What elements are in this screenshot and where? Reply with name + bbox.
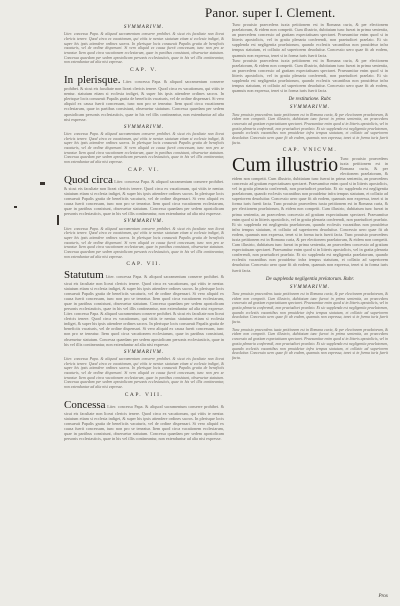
body-text: Tunc prouisio praecedens iuxta petitionem est in Romana curia, & per electionem praelatorum, & eidem non competit. Cum illustrio, dubitatum tunc fuerat in prima sententia, an praecedens concessio ad gratiam expectatiuam spectaret. Praesumitur enim quod si in litteris apostolicis, vel in gratia plenaria conferendi, non praeiudicet praelato. Et sic supplenda est negligentia praelatorum, quando ecclesiis vacantibus non prouidetur infra tempus statutum, et collatio ad superiorem deuoluitur. Concessio uero quae fit ab eodem, quamuis non expressa, tenet si in forma iuris fuerit facta. <box>232 57 388 94</box>
summary-text: Liter. concessa Papa. & aliquod sacramentum conserre prohibet. & sicut eis facultate non liceat clericis tenere. Quod circa ex vacationum, qui vitiis te nentur. statutum etiam si ecclesia indiget, & super his ipsis attendere ordines sacros. In plerisque locis consueuit Papalis gratia de beneficiis vacaturis, vel de ordine dispensari. Si vero aliquid ex causa fuerit concessum, tunc non pro se teneatur. Item quod circa vacationem ecclesiarum, quae in partibus consistunt, obseruetur statutum. Concessa quaedam per sedem apostolicam personis ecclesiasticis, quae in his vel illis contineantur, non extenduntur ad alia nisi expresse. <box>64 32 224 65</box>
lead-word: Cum illustrio <box>232 153 339 176</box>
lead-word: Concessa <box>64 398 106 411</box>
lead-word: In plerisque. <box>64 74 121 87</box>
summary-heading: SVMMARIVM. <box>123 25 165 30</box>
chapter-body <box>64 400 224 442</box>
page-catchword: Prox <box>378 594 388 599</box>
summary-text: Liter. concessa Papa. & aliquod sacramentum conserre prohibet. & sicut eis facultate non liceat clericis tenere. Quod circa ex vacationum, qui vitiis te nentur. statutum etiam si ecclesia indiget, & super his ipsis attendere ordines sacros. In plerisque locis consueuit Papalis gratia de beneficiis vacaturis, vel de ordine dispensari. Si vero aliquid ex causa fuerit concessum, tunc non pro se teneatur. Item quod circa vacationem ecclesiarum, quae in partibus consistunt, obseruetur statutum. Concessa quaedam per sedem apostolicam personis ecclesiasticis, quae in his vel illis contineantur, non extenduntur ad alia nisi expresse. <box>64 356 224 390</box>
body-text: Liter. concessa Papa. & aliquod sacramentum conserre prohibet. & sicut eis facultate non liceat clericis tenere. Quod circa ex vacationum, qui vitiis te nentur. statutum etiam si ecclesia indiget, & super his ipsis attendere ordines sacros. In plerisque locis consueuit Papalis gratia de beneficiis vacaturis, vel de ordine dispensari. Si vero aliquid ex causa fuerit concessum, tunc non pro se teneatur. Item quod circa vacationem ecclesiarum, quae in partibus consistunt, obseruetur statutum. Concessa quaedam per sedem apostolicam personis ecclesiasticis, quae in his vel illis contineantur, non extenduntur ad alia nisi expresse. <box>64 178 224 217</box>
body-text: Tunc prouisio praecedens iuxta petitionem est in Romana curia, & per electionem praelatorum, & eidem non competit. Cum illustrio, dubitatum tunc fuerat in prima sententia, an praecedens concessio ad gratiam expectatiuam spectaret. Praesumitur enim quod si in litteris apostolicis, vel in gratia plenaria conferendi, non praeiudicet praelato. Et sic supplenda est negligentia praelatorum, quando ecclesiis vacantibus non prouidetur infra tempus statutum, et collatio ad superiorem deuoluitur. Concessio uero quae fit ab eodem, quamuis non expressa, tenet si in forma iuris fuerit facta. <box>232 201 388 237</box>
chapter-body <box>64 75 224 122</box>
chapter-body <box>232 153 388 273</box>
body-text: Tunc prouisio praecedens iuxta petitionem est in Romana curia, & per electionem praelatorum, & eidem non competit. Cum illustrio, dubitatum tunc fuerat in prima sententia, an praecedens concessio ad gratiam expectatiuam spectaret. Praesumitur enim quod si in litteris apostolicis, vel in gratia plenaria conferendi, non praeiudicet praelato. Et sic supplenda est negligentia praelatorum, quando ecclesiis vacantibus non prouidetur infra tempus statutum, et collatio ad superiorem deuoluitur. Concessio uero quae fit ab eodem, quamuis non expressa, tenet si in forma iuris fuerit facta. <box>232 231 388 273</box>
summary-text: Liter. concessa Papa. & aliquod sacramentum conserre prohibet. & sicut eis facultate non liceat clericis tenere. Quod circa ex vacationum, qui vitiis te nentur. statutum etiam si ecclesia indiget, & super his ipsis attendere ordines sacros. In plerisque locis consueuit Papalis gratia de beneficiis vacaturis, vel de ordine dispensari. Si vero aliquid ex causa fuerit concessum, tunc non pro se teneatur. Item quod circa vacationem ecclesiarum, quae in partibus consistunt, obseruetur statutum. Concessa quaedam per sedem apostolicam personis ecclesiasticis, quae in his vel illis contineantur, non extenduntur ad alia nisi expresse. <box>64 131 224 165</box>
right-column <box>232 22 388 596</box>
body-text: Liter. concessa Papa. & aliquod sacramentum conserre prohibet. & sicut eis facultate non liceat clericis tenere. Quod circa ex vacationum, qui vitiis te nentur. statutum etiam si ecclesia indiget, & super his ipsis attendere ordines sacros. In plerisque locis consueuit Papalis gratia de beneficiis vacaturis, vel de ordine dispensari. Si vero aliquid ex causa fuerit concessum, tunc non pro se teneatur. Item quod circa vacationem ecclesiarum, quae in partibus consistunt, obseruetur statutum. Concessa quaedam per sedem apostolicam personis ecclesiasticis, quae in his vel illis contineantur, non extenduntur ad alia nisi expresse. <box>64 79 224 122</box>
summary-heading: SVMMARIVM. <box>123 349 165 355</box>
left-column <box>64 22 224 596</box>
body-text: Liter. concessa Papa. & aliquod sacramentum conserre prohibet. & sicut eis facultate non liceat clericis tenere. Quod circa ex vacationum, qui vitiis te nentur. statutum etiam si ecclesia indiget, & super his ipsis attendere ordines sacros. In plerisque locis consueuit Papalis gratia de beneficiis vacaturis, vel de ordine dispensari. Si vero aliquid ex causa fuerit concessum, tunc non pro se teneatur. Item quod circa vacationem ecclesiarum, quae in partibus consistunt, obseruetur statutum. Concessa quaedam per sedem apostolicam personis ecclesiasticis, quae in his vel illis contineantur, non extenduntur ad alia nisi expresse. <box>64 403 224 442</box>
chapter-heading: CAP. VII. <box>126 261 162 268</box>
body-text: Liter. concessa Papa. & aliquod sacramentum conserre prohibet. & sicut eis facultate non liceat clericis tenere. Quod circa ex vacationum, qui vitiis te nentur. statutum etiam si ecclesia indiget, & super his ipsis attendere ordines sacros. In plerisque locis consueuit Papalis gratia de beneficiis vacaturis, vel de ordine dispensari. Si vero aliquid ex causa fuerit concessum, tunc non pro se teneatur. Item quod circa vacationem ecclesiarum, quae in partibus consistunt, obseruetur statutum. Concessa quaedam per sedem apostolicam personis ecclesiasticis, quae in his vel illis contineantur, non extenduntur ad alia nisi expresse. <box>64 273 224 312</box>
lead-word: Statutum <box>64 268 104 281</box>
ink-mark <box>57 215 59 225</box>
ink-mark <box>14 206 17 208</box>
running-header: Panor. super I. Clement. <box>205 5 336 20</box>
body-text: Tunc prouisio praecedens iuxta petitionem est in Romana curia, & per electionem praelatorum, & eidem non competit. Cum illustrio, dubitatum tunc fuerat in prima sententia, an praecedens concessio ad gratiam expectatiuam spectaret. Praesumitur enim quod si in litteris apostolicis, vel in gratia plenaria conferendi, non praeiudicet praelato. Et sic supplenda est negligentia praelatorum, quando ecclesiis vacantibus non prouidetur infra tempus statutum, et collatio ad superiorem deuoluitur. Concessio uero quae fit ab eodem, quamuis non expressa, tenet si in forma iuris fuerit facta. <box>232 155 388 207</box>
ink-mark <box>40 182 45 185</box>
summary-heading: SVMMARIVM. <box>123 219 165 225</box>
summary-text: Tunc prouisio praecedens iuxta petitionem est in Romana curia, & per electionem praelatorum, & eidem non competit. Cum illustrio, dubitatum tunc fuerat in prima sententia, an praecedens concessio ad gratiam expectatiuam spectaret. Praesumitur enim quod si in litteris apostolicis, vel in gratia plenaria conferendi, non praeiudicet praelato. Et sic supplenda est negligentia praelatorum, quando ecclesiis vacantibus non prouidetur infra tempus statutum, et collatio ad superiorem deuoluitur. Concessio uero quae fit ab eodem, quamuis non expressa, tenet si in forma iuris fuerit facta. <box>232 327 388 360</box>
chapter-heading: CAP. V. <box>130 67 158 74</box>
rubric-heading: De supplenda negligentia prelatorum. Rubr. <box>265 276 355 282</box>
summary-heading: SVMMARIVM. <box>289 105 331 111</box>
summary-text: Liter. concessa Papa. & aliquod sacramentum conserre prohibet. & sicut eis facultate non liceat clericis tenere. Quod circa ex vacationum, qui vitiis te nentur. statutum etiam si ecclesia indiget, & super his ipsis attendere ordines sacros. In plerisque locis consueuit Papalis gratia de beneficiis vacaturis, vel de ordine dispensari. Si vero aliquid ex causa fuerit concessum, tunc non pro se teneatur. Item quod circa vacationem ecclesiarum, quae in partibus consistunt, obseruetur statutum. Concessa quaedam per sedem apostolicam personis ecclesiasticis, quae in his vel illis contineantur, non extenduntur ad alia nisi expresse. <box>64 226 224 259</box>
summary-heading: SVMMARIVM. <box>289 284 331 290</box>
summary-heading: SVMMARIVM. <box>123 124 165 130</box>
chapter-body <box>64 270 224 347</box>
chapter-body <box>64 175 224 217</box>
rubric-heading: De restitutione. Rubr. <box>288 97 332 103</box>
chapter-heading: CAP. VI. <box>128 166 160 173</box>
chapter-heading: CAP. VIII. <box>124 391 164 398</box>
lead-word: Quod circa <box>64 173 113 186</box>
summary-text: Tunc prouisio praecedens iuxta petitionem est in Romana curia, & per electionem praelatorum, & eidem non competit. Cum illustrio, dubitatum tunc fuerat in prima sententia, an praecedens concessio ad gratiam expectatiuam spectaret. Praesumitur enim quod si in litteris apostolicis, vel in gratia plenaria conferendi, non praeiudicet praelato. Et sic supplenda est negligentia praelatorum, quando ecclesiis vacantibus non prouidetur infra tempus statutum, et collatio ad superiorem deuoluitur. Concessio uero quae fit ab eodem, quamuis non expressa, tenet si in forma iuris fuerit facta. <box>232 291 388 325</box>
chapter-heading: CAP. VNICVM. <box>282 147 338 154</box>
body-text: Tunc prouisio praecedens iuxta petitionem est in Romana curia, & per electionem praelatorum, & eidem non competit. Cum illustrio, dubitatum tunc fuerat in prima sententia, an praecedens concessio ad gratiam expectatiuam spectaret. Praesumitur enim quod si in litteris apostolicis, vel in gratia plenaria conferendi, non praeiudicet praelato. Et sic supplenda est negligentia praelatorum, quando ecclesiis vacantibus non prouidetur infra tempus statutum, et collatio ad superiorem deuoluitur. Concessio uero quae fit ab eodem, quamuis non expressa, tenet si in forma iuris fuerit facta. <box>232 22 388 58</box>
summary-text: Tunc prouisio praecedens iuxta petitionem est in Romana curia, & per electionem praelatorum, & eidem non competit. Cum illustrio, dubitatum tunc fuerat in prima sententia, an praecedens concessio ad gratiam expectatiuam spectaret. Praesumitur enim quod si in litteris apostolicis, vel in gratia plenaria conferendi, non praeiudicet praelato. Et sic supplenda est negligentia praelatorum, quando ecclesiis vacantibus non prouidetur infra tempus statutum, et collatio ad superiorem deuoluitur. Concessio uero quae fit ab eodem, quamuis non expressa, tenet si in forma iuris fuerit facta. <box>232 112 388 145</box>
body-text: Liter. concessa Papa. & aliquod sacramentum conserre prohibet. & sicut eis facultate non liceat clericis tenere. Quod circa ex vacationum, qui vitiis te nentur. statutum etiam si ecclesia indiget, & super his ipsis attendere ordines sacros. In plerisque locis consueuit Papalis gratia de beneficiis vacaturis, vel de ordine dispensari. Si vero aliquid ex causa fuerit concessum, tunc non pro se teneatur. Item quod circa vacationem ecclesiarum, quae in partibus consistunt, obseruetur statutum. Concessa quaedam per sedem apostolicam personis ecclesiasticis, quae in his vel illis contineantur, non extenduntur ad alia nisi expresse. <box>64 311 224 347</box>
